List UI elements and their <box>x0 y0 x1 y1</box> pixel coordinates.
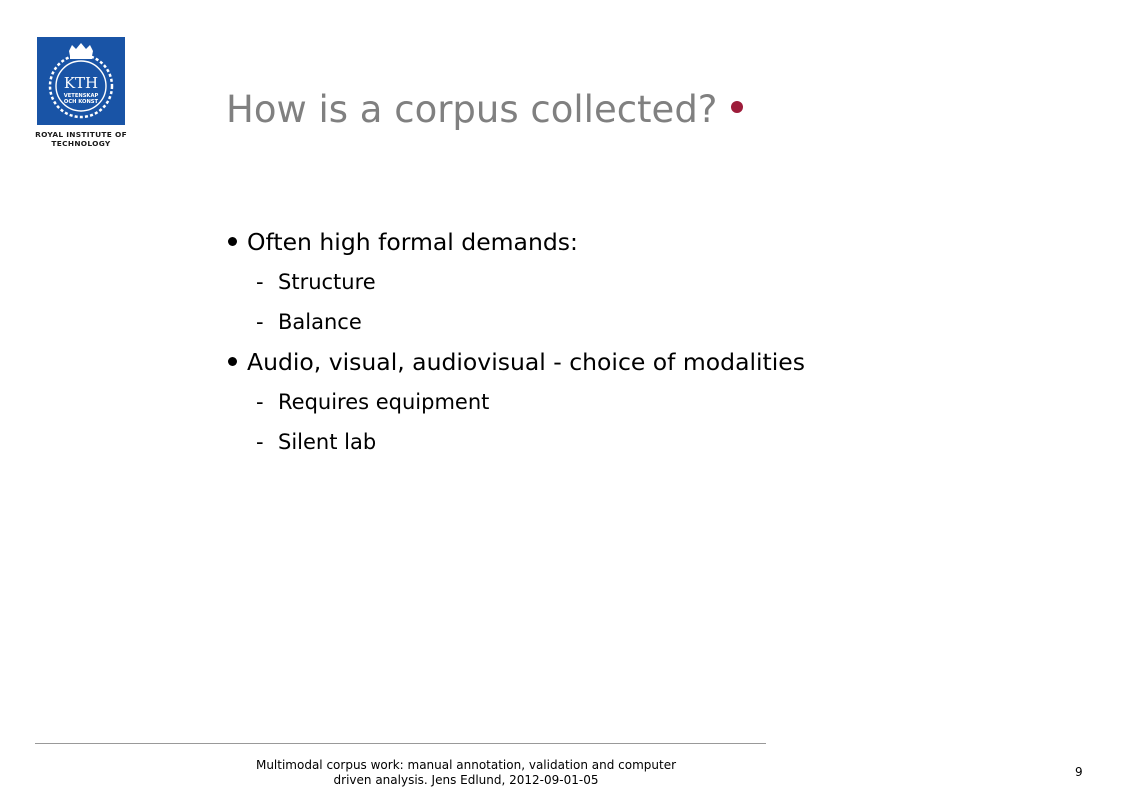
kth-emblem <box>37 37 125 125</box>
logo-letters: KTH <box>63 74 99 92</box>
bullet-item <box>228 342 1088 382</box>
bullet-item <box>228 222 1088 262</box>
logo-line-2: OCH KONST <box>63 99 99 105</box>
bullet-dot-icon <box>228 357 237 366</box>
bullet-text: Often high formal demands: <box>247 228 578 256</box>
slide-body <box>228 222 1088 462</box>
logo-line-1: VETENSKAP <box>63 93 99 99</box>
dash-icon: - <box>256 270 264 294</box>
logo-subtitle: ROYAL INSTITUTE OF TECHNOLOGY <box>35 130 127 148</box>
sub-bullet-text: Requires equipment <box>278 390 490 414</box>
footer-text: Multimodal corpus work: manual annotation, validation and computer driven analysis. Jens Edlund, 2012-09-01-05 <box>255 758 677 787</box>
bullet-text: Audio, visual, audiovisual - choice of modalities <box>247 348 805 376</box>
title-accent-dot-icon <box>731 101 743 113</box>
footer-divider <box>35 743 766 744</box>
slide-title-text: How is a corpus collected? <box>226 88 718 131</box>
slide-title <box>226 86 743 134</box>
sub-bullet-item <box>228 262 1088 302</box>
sub-bullet-item <box>228 302 1088 342</box>
sub-bullet-item <box>228 382 1088 422</box>
dash-icon: - <box>256 390 264 414</box>
sub-bullet-text: Structure <box>278 270 376 294</box>
page-number: 9 <box>1075 765 1083 779</box>
sub-bullet-text: Balance <box>278 310 362 334</box>
sub-bullet-text: Silent lab <box>278 430 377 454</box>
kth-logo <box>37 37 125 125</box>
dash-icon: - <box>256 310 264 334</box>
sub-bullet-item <box>228 422 1088 462</box>
bullet-dot-icon <box>228 237 237 246</box>
dash-icon: - <box>256 430 264 454</box>
